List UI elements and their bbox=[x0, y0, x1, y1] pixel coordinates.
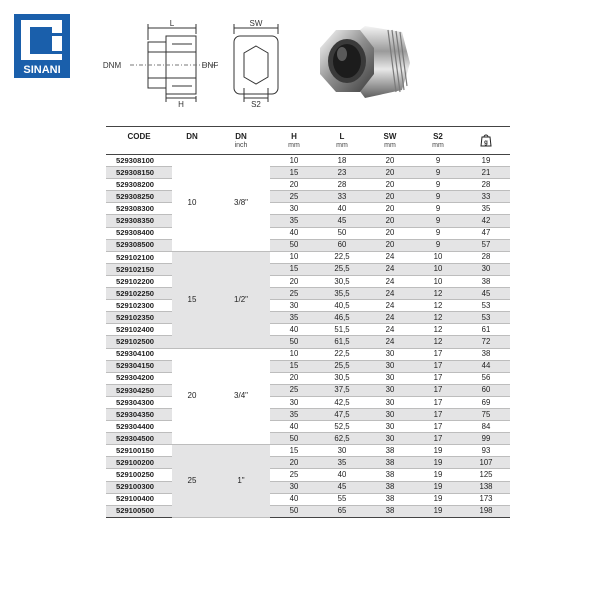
cell-s2: 9 bbox=[414, 203, 462, 215]
cell-dn-inch: 1" bbox=[212, 445, 270, 518]
cell-g: 45 bbox=[462, 288, 510, 300]
label-sw: SW bbox=[249, 19, 263, 28]
weight-unit-label: g bbox=[484, 140, 488, 146]
cell-code: 529304350 bbox=[106, 408, 172, 420]
cell-code: 529308300 bbox=[106, 203, 172, 215]
column-header-unit: mm bbox=[336, 142, 348, 149]
cell-l: 30 bbox=[318, 445, 366, 457]
column-header-unit: inch bbox=[234, 142, 248, 149]
cell-s2: 12 bbox=[414, 288, 462, 300]
cell-l: 45 bbox=[318, 481, 366, 493]
cell-s2: 19 bbox=[414, 493, 462, 505]
cell-s2: 10 bbox=[414, 275, 462, 287]
cell-code: 529100400 bbox=[106, 493, 172, 505]
column-header-label: CODE bbox=[127, 132, 151, 141]
cell-code: 529304500 bbox=[106, 433, 172, 445]
cell-sw: 20 bbox=[366, 227, 414, 239]
cell-g: 53 bbox=[462, 312, 510, 324]
cell-l: 40,5 bbox=[318, 300, 366, 312]
cell-l: 51,5 bbox=[318, 324, 366, 336]
cell-g: 56 bbox=[462, 372, 510, 384]
cell-sw: 20 bbox=[366, 203, 414, 215]
cell-code: 529304400 bbox=[106, 421, 172, 433]
cell-sw: 20 bbox=[366, 215, 414, 227]
cell-g: 93 bbox=[462, 445, 510, 457]
table-row bbox=[106, 348, 510, 360]
cell-dn-inch: 3/8" bbox=[212, 155, 270, 252]
cell-code: 529102350 bbox=[106, 312, 172, 324]
cell-s2: 9 bbox=[414, 215, 462, 227]
cell-s2: 17 bbox=[414, 360, 462, 372]
cell-h: 40 bbox=[270, 421, 318, 433]
column-header-label: S2 bbox=[433, 132, 443, 141]
table-row bbox=[106, 384, 510, 396]
cell-g: 72 bbox=[462, 336, 510, 348]
cell-h: 25 bbox=[270, 288, 318, 300]
cell-sw: 20 bbox=[366, 191, 414, 203]
cell-h: 25 bbox=[270, 384, 318, 396]
cell-sw: 20 bbox=[366, 239, 414, 251]
cell-code: 529102250 bbox=[106, 288, 172, 300]
fitting-image bbox=[320, 26, 410, 98]
cell-h: 35 bbox=[270, 215, 318, 227]
cell-l: 28 bbox=[318, 179, 366, 191]
table-row bbox=[106, 505, 510, 517]
column-header bbox=[414, 127, 462, 155]
cell-sw: 20 bbox=[366, 155, 414, 167]
cell-sw: 38 bbox=[366, 505, 414, 517]
column-header bbox=[462, 127, 510, 155]
label-l: L bbox=[169, 19, 175, 28]
cell-g: 57 bbox=[462, 239, 510, 251]
cell-code: 529102400 bbox=[106, 324, 172, 336]
cell-l: 40 bbox=[318, 469, 366, 481]
table-row bbox=[106, 312, 510, 324]
cell-s2: 9 bbox=[414, 179, 462, 191]
spec-table bbox=[106, 126, 510, 518]
cell-dn: 25 bbox=[172, 445, 212, 518]
cell-h: 50 bbox=[270, 433, 318, 445]
cell-s2: 19 bbox=[414, 469, 462, 481]
cell-s2: 19 bbox=[414, 445, 462, 457]
column-header-label: SW bbox=[383, 132, 397, 141]
table-row bbox=[106, 227, 510, 239]
cell-h: 15 bbox=[270, 445, 318, 457]
cell-g: 21 bbox=[462, 167, 510, 179]
cell-l: 22,5 bbox=[318, 251, 366, 263]
cell-code: 529308200 bbox=[106, 179, 172, 191]
table-row bbox=[106, 445, 510, 457]
table-row bbox=[106, 251, 510, 263]
cell-s2: 9 bbox=[414, 167, 462, 179]
cell-h: 50 bbox=[270, 239, 318, 251]
table-row bbox=[106, 481, 510, 493]
cell-l: 35,5 bbox=[318, 288, 366, 300]
cell-h: 10 bbox=[270, 251, 318, 263]
cell-g: 125 bbox=[462, 469, 510, 481]
cell-s2: 9 bbox=[414, 227, 462, 239]
column-header bbox=[270, 127, 318, 155]
cell-l: 30,5 bbox=[318, 275, 366, 287]
cell-s2: 9 bbox=[414, 239, 462, 251]
table-header bbox=[106, 127, 510, 155]
cell-s2: 12 bbox=[414, 324, 462, 336]
cell-sw: 38 bbox=[366, 445, 414, 457]
cell-h: 50 bbox=[270, 336, 318, 348]
cell-g: 198 bbox=[462, 505, 510, 517]
cell-sw: 30 bbox=[366, 384, 414, 396]
cell-g: 75 bbox=[462, 408, 510, 420]
weight-icon bbox=[480, 133, 492, 147]
cell-s2: 17 bbox=[414, 408, 462, 420]
table-row bbox=[106, 324, 510, 336]
cell-code: 529100500 bbox=[106, 505, 172, 517]
cell-g: 84 bbox=[462, 421, 510, 433]
column-header-label: DN bbox=[235, 132, 247, 141]
cell-g: 53 bbox=[462, 300, 510, 312]
cell-code: 529102100 bbox=[106, 251, 172, 263]
cell-h: 35 bbox=[270, 312, 318, 324]
cell-s2: 10 bbox=[414, 251, 462, 263]
cell-sw: 30 bbox=[366, 372, 414, 384]
cell-g: 42 bbox=[462, 215, 510, 227]
cell-s2: 19 bbox=[414, 481, 462, 493]
table-row bbox=[106, 336, 510, 348]
cell-s2: 17 bbox=[414, 372, 462, 384]
cell-g: 28 bbox=[462, 179, 510, 191]
cell-s2: 17 bbox=[414, 384, 462, 396]
cell-g: 61 bbox=[462, 324, 510, 336]
cell-dn-inch: 3/4" bbox=[212, 348, 270, 445]
cell-s2: 17 bbox=[414, 396, 462, 408]
cell-h: 15 bbox=[270, 360, 318, 372]
cell-l: 65 bbox=[318, 505, 366, 517]
cell-code: 529100150 bbox=[106, 445, 172, 457]
cell-h: 20 bbox=[270, 275, 318, 287]
cell-h: 35 bbox=[270, 408, 318, 420]
cell-s2: 17 bbox=[414, 421, 462, 433]
cell-g: 38 bbox=[462, 348, 510, 360]
cell-h: 40 bbox=[270, 493, 318, 505]
cell-sw: 30 bbox=[366, 348, 414, 360]
logo-mark-notch bbox=[52, 36, 62, 51]
cell-h: 25 bbox=[270, 191, 318, 203]
cell-l: 62,5 bbox=[318, 433, 366, 445]
cell-g: 69 bbox=[462, 396, 510, 408]
table-row bbox=[106, 372, 510, 384]
cell-sw: 20 bbox=[366, 167, 414, 179]
table-row bbox=[106, 215, 510, 227]
cell-code: 529308250 bbox=[106, 191, 172, 203]
cell-h: 20 bbox=[270, 179, 318, 191]
cell-sw: 24 bbox=[366, 324, 414, 336]
cell-h: 30 bbox=[270, 203, 318, 215]
cell-code: 529102500 bbox=[106, 336, 172, 348]
cell-code: 529304150 bbox=[106, 360, 172, 372]
cell-l: 30,5 bbox=[318, 372, 366, 384]
table-row bbox=[106, 263, 510, 275]
cell-sw: 38 bbox=[366, 481, 414, 493]
cell-g: 38 bbox=[462, 275, 510, 287]
cell-g: 173 bbox=[462, 493, 510, 505]
cell-l: 47,5 bbox=[318, 408, 366, 420]
cell-h: 15 bbox=[270, 263, 318, 275]
cell-h: 20 bbox=[270, 457, 318, 469]
cell-code: 529304250 bbox=[106, 384, 172, 396]
table-row bbox=[106, 360, 510, 372]
column-header-unit: mm bbox=[384, 142, 396, 149]
cell-g: 99 bbox=[462, 433, 510, 445]
cell-code: 529308100 bbox=[106, 155, 172, 167]
label-dnf: DNF bbox=[201, 61, 219, 70]
cell-sw: 30 bbox=[366, 421, 414, 433]
cell-l: 33 bbox=[318, 191, 366, 203]
cell-dn: 20 bbox=[172, 348, 212, 445]
cell-l: 61,5 bbox=[318, 336, 366, 348]
column-header-unit: mm bbox=[432, 142, 444, 149]
cell-l: 60 bbox=[318, 239, 366, 251]
table-row bbox=[106, 433, 510, 445]
table-row bbox=[106, 457, 510, 469]
end-view bbox=[234, 24, 278, 102]
table-row bbox=[106, 155, 510, 167]
cell-sw: 24 bbox=[366, 312, 414, 324]
cell-l: 25,5 bbox=[318, 360, 366, 372]
cell-s2: 12 bbox=[414, 300, 462, 312]
cell-g: 19 bbox=[462, 155, 510, 167]
cell-sw: 30 bbox=[366, 360, 414, 372]
column-header-label: H bbox=[291, 132, 297, 141]
table-row bbox=[106, 300, 510, 312]
cell-sw: 24 bbox=[366, 336, 414, 348]
column-header bbox=[106, 127, 172, 155]
cell-s2: 9 bbox=[414, 191, 462, 203]
cell-s2: 17 bbox=[414, 433, 462, 445]
cell-sw: 24 bbox=[366, 251, 414, 263]
cell-dn-inch: 1/2" bbox=[212, 251, 270, 348]
cell-h: 30 bbox=[270, 396, 318, 408]
table-row bbox=[106, 469, 510, 481]
table-row bbox=[106, 396, 510, 408]
cell-g: 35 bbox=[462, 203, 510, 215]
column-header bbox=[318, 127, 366, 155]
cell-code: 529100200 bbox=[106, 457, 172, 469]
cell-l: 40 bbox=[318, 203, 366, 215]
cell-code: 529308400 bbox=[106, 227, 172, 239]
cell-l: 46,5 bbox=[318, 312, 366, 324]
table-row bbox=[106, 203, 510, 215]
cell-h: 40 bbox=[270, 227, 318, 239]
cell-l: 55 bbox=[318, 493, 366, 505]
cell-sw: 24 bbox=[366, 288, 414, 300]
cell-g: 107 bbox=[462, 457, 510, 469]
cell-code: 529308150 bbox=[106, 167, 172, 179]
cell-s2: 10 bbox=[414, 263, 462, 275]
cell-s2: 17 bbox=[414, 348, 462, 360]
cell-s2: 12 bbox=[414, 336, 462, 348]
cell-code: 529102200 bbox=[106, 275, 172, 287]
cell-sw: 24 bbox=[366, 263, 414, 275]
cell-h: 30 bbox=[270, 481, 318, 493]
table-row bbox=[106, 408, 510, 420]
cell-code: 529304300 bbox=[106, 396, 172, 408]
label-dnm: DNM bbox=[102, 61, 122, 70]
cell-g: 138 bbox=[462, 481, 510, 493]
cell-l: 52,5 bbox=[318, 421, 366, 433]
column-header bbox=[212, 127, 270, 155]
cell-sw: 20 bbox=[366, 179, 414, 191]
cell-g: 33 bbox=[462, 191, 510, 203]
cell-s2: 19 bbox=[414, 505, 462, 517]
table-row bbox=[106, 167, 510, 179]
cell-code: 529102150 bbox=[106, 263, 172, 275]
cell-l: 37,5 bbox=[318, 384, 366, 396]
column-header bbox=[172, 127, 212, 155]
table-row bbox=[106, 288, 510, 300]
column-header-unit: mm bbox=[288, 142, 300, 149]
label-h: H bbox=[178, 100, 184, 108]
cell-s2: 9 bbox=[414, 155, 462, 167]
cell-g: 47 bbox=[462, 227, 510, 239]
cell-l: 22,5 bbox=[318, 348, 366, 360]
cell-sw: 30 bbox=[366, 433, 414, 445]
logo-wordmark: SINANI bbox=[23, 64, 61, 76]
cell-h: 25 bbox=[270, 469, 318, 481]
cell-sw: 38 bbox=[366, 493, 414, 505]
cell-h: 10 bbox=[270, 348, 318, 360]
cell-g: 44 bbox=[462, 360, 510, 372]
cell-s2: 12 bbox=[414, 312, 462, 324]
cell-g: 60 bbox=[462, 384, 510, 396]
cell-code: 529102300 bbox=[106, 300, 172, 312]
cell-l: 23 bbox=[318, 167, 366, 179]
cell-code: 529100250 bbox=[106, 469, 172, 481]
cell-code: 529304200 bbox=[106, 372, 172, 384]
sinani-logo bbox=[14, 14, 70, 78]
cell-code: 529304100 bbox=[106, 348, 172, 360]
cell-dn: 15 bbox=[172, 251, 212, 348]
column-header-label: DN bbox=[186, 132, 198, 141]
cell-l: 25,5 bbox=[318, 263, 366, 275]
table-row bbox=[106, 191, 510, 203]
table-row bbox=[106, 275, 510, 287]
column-header bbox=[366, 127, 414, 155]
cell-s2: 19 bbox=[414, 457, 462, 469]
column-header-label: L bbox=[339, 132, 345, 141]
cell-dn: 10 bbox=[172, 155, 212, 252]
cell-sw: 38 bbox=[366, 457, 414, 469]
cell-sw: 24 bbox=[366, 300, 414, 312]
label-s2: S2 bbox=[251, 100, 261, 108]
cell-h: 15 bbox=[270, 167, 318, 179]
cell-h: 10 bbox=[270, 155, 318, 167]
table-row bbox=[106, 179, 510, 191]
cell-h: 30 bbox=[270, 300, 318, 312]
cell-sw: 30 bbox=[366, 396, 414, 408]
cell-l: 18 bbox=[318, 155, 366, 167]
cell-h: 20 bbox=[270, 372, 318, 384]
cell-l: 42,5 bbox=[318, 396, 366, 408]
cell-h: 40 bbox=[270, 324, 318, 336]
cell-l: 45 bbox=[318, 215, 366, 227]
cell-l: 35 bbox=[318, 457, 366, 469]
cell-sw: 30 bbox=[366, 408, 414, 420]
cell-g: 30 bbox=[462, 263, 510, 275]
table-row bbox=[106, 493, 510, 505]
table-row bbox=[106, 421, 510, 433]
technical-drawing bbox=[100, 18, 290, 108]
table-row bbox=[106, 239, 510, 251]
cell-code: 529308500 bbox=[106, 239, 172, 251]
cell-h: 50 bbox=[270, 505, 318, 517]
cell-sw: 24 bbox=[366, 275, 414, 287]
cell-l: 50 bbox=[318, 227, 366, 239]
cell-sw: 38 bbox=[366, 469, 414, 481]
cell-g: 28 bbox=[462, 251, 510, 263]
cell-code: 529308350 bbox=[106, 215, 172, 227]
product-photo bbox=[310, 8, 420, 108]
cell-code: 529100300 bbox=[106, 481, 172, 493]
table-body bbox=[106, 155, 510, 518]
